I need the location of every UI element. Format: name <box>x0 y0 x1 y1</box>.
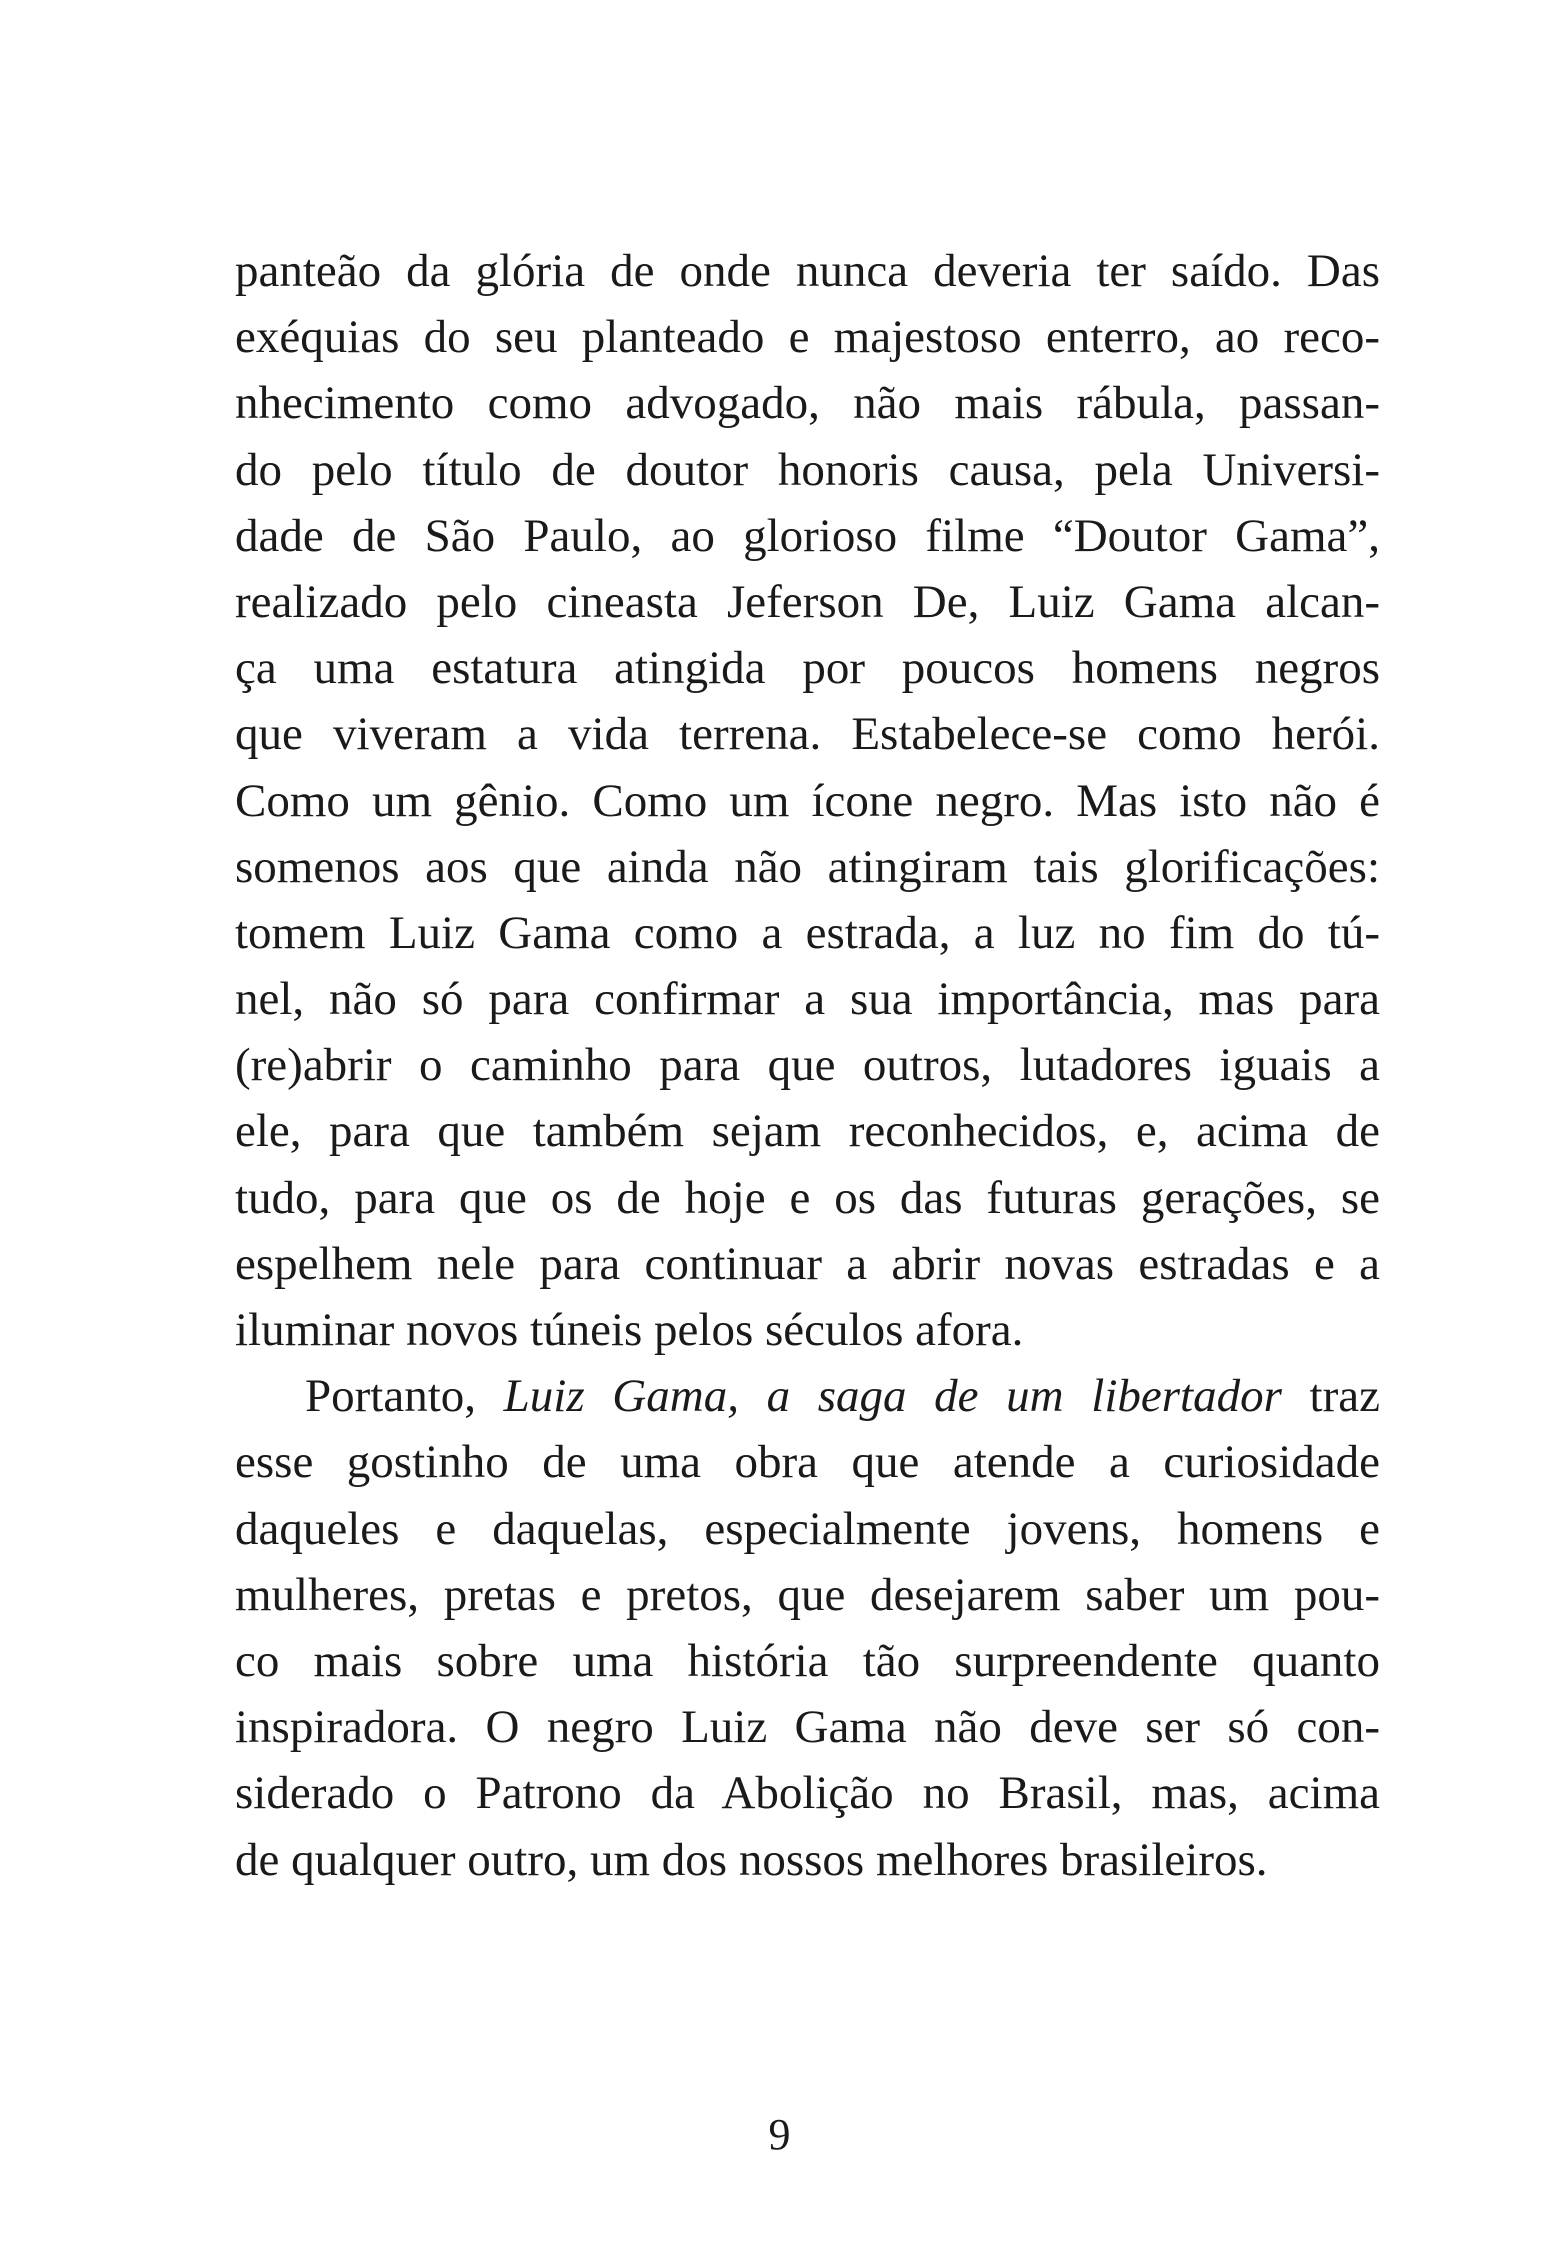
text-line: nhecimento como advogado, não mais rábula, passan- <box>235 377 1380 430</box>
text-line: realizado pelo cineasta Jeferson De, Luiz Gama alcan- <box>235 575 1380 628</box>
text-line: tomem Luiz Gama como a estrada, a luz no fim do tú- <box>235 906 1380 959</box>
text-line: siderado o Patrono da Abolição no Brasil, mas, acima <box>235 1767 1380 1820</box>
text-line: panteão da glória de onde nunca deveria ter saído. Das <box>235 245 1380 297</box>
text-line: dade de São Paulo, ao glorioso filme “Doutor Gama”, <box>235 509 1380 562</box>
text-line: ça uma estatura atingida por poucos homens negros <box>235 642 1380 695</box>
text-line: exéquias do seu planteado e majestoso enterro, ao reco- <box>235 311 1380 364</box>
text-line: do pelo título de doutor honoris causa, pela Universi- <box>235 443 1380 496</box>
paragraph-2 <box>235 1363 1380 1893</box>
text-line: que viveram a vida terrena. Estabelece-se como herói. <box>235 708 1380 761</box>
paragraph-1 <box>235 238 1380 1363</box>
text-line: mulheres, pretas e pretos, que desejarem saber um pou- <box>235 1568 1380 1621</box>
text-line: esse gostinho de uma obra que atende a curiosidade <box>235 1436 1380 1489</box>
text-run: traz <box>1281 1370 1380 1423</box>
text-line: (re)abrir o caminho para que outros, lutadores iguais a <box>235 1039 1380 1092</box>
text-line: ele, para que também sejam reconhecidos, e, acima de <box>235 1105 1380 1158</box>
text-line: somenos aos que ainda não atingiram tais glorificações: <box>235 840 1380 893</box>
text-line: inspiradora. O negro Luiz Gama não deve ser só con- <box>235 1701 1380 1754</box>
text-line: tudo, para que os de hoje e os das futuras gerações, se <box>235 1171 1380 1224</box>
text-line: iluminar novos túneis pelos séculos afora. <box>235 1304 1024 1356</box>
text-line: nel, não só para confirmar a sua importância, mas para <box>235 973 1380 1026</box>
text-line: espelhem nele para continuar a abrir novas estradas e a <box>235 1237 1380 1290</box>
body-text <box>235 238 1380 1893</box>
text-line: daqueles e daquelas, especialmente jovens, homens e <box>235 1502 1380 1555</box>
page-number: 9 <box>768 2110 791 2159</box>
text-line: de qualquer outro, um dos nossos melhores brasileiros. <box>235 1833 1268 1886</box>
text-line-with-title <box>235 1363 1380 1429</box>
book-title: Luiz Gama, a saga de um libertador <box>503 1370 1282 1423</box>
text-run: Portanto, <box>305 1370 504 1423</box>
text-line: co mais sobre uma história tão surpreendente quanto <box>235 1634 1380 1687</box>
text-line: Como um gênio. Como um ícone negro. Mas isto não é <box>235 774 1380 827</box>
